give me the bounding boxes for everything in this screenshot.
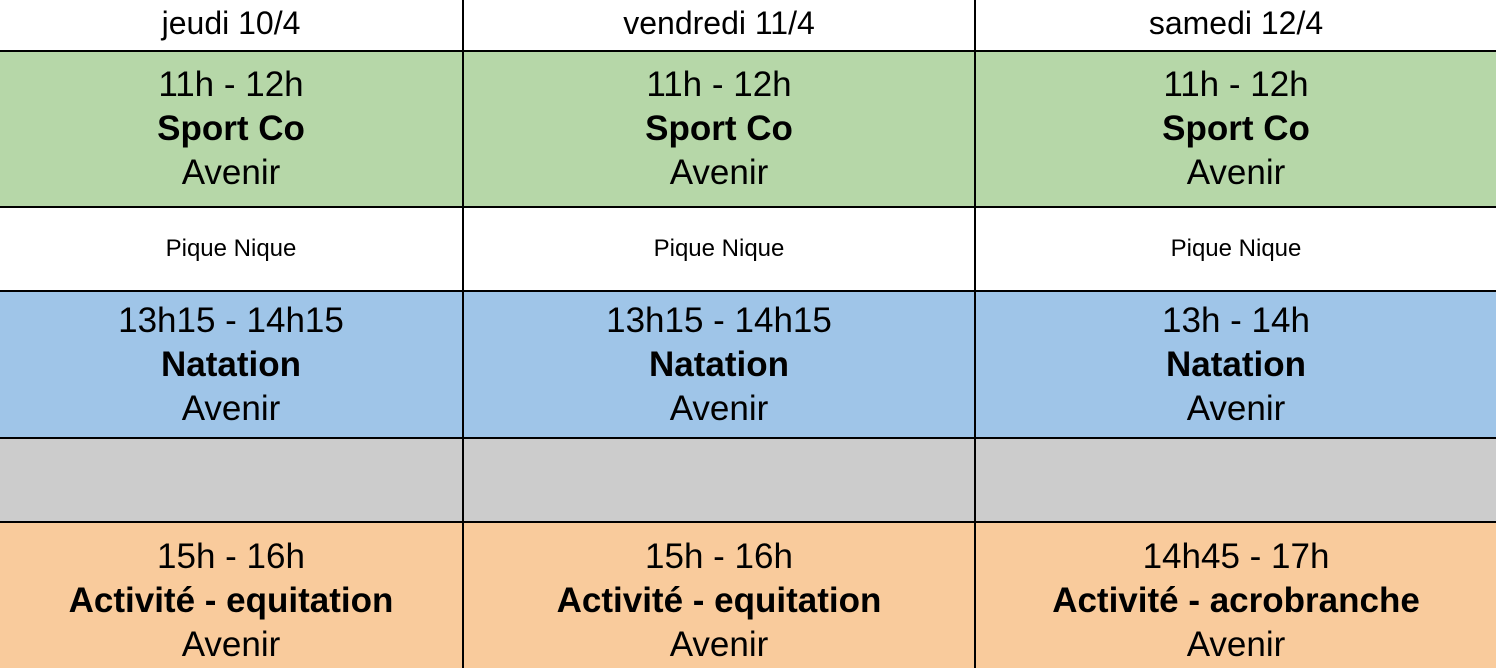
slot-place: Avenir [669,153,769,192]
header-row [0,0,1496,52]
slot-activity: Activité - equitation [556,581,882,620]
slot-time: 14h45 - 17h [1142,537,1330,576]
lunch-text: Pique Nique [165,235,297,262]
swim-row [0,292,1496,439]
slot-time: 11h - 12h [646,65,792,104]
empty-cell[interactable] [0,439,464,523]
slot-time: 13h15 - 14h15 [118,300,344,340]
afternoon-row [0,523,1496,668]
slot-activity: Natation [161,344,301,384]
slot-time: 11h - 12h [1163,65,1309,104]
empty-cell[interactable] [464,439,976,523]
slot-activity: Natation [649,344,789,384]
slot-place: Avenir [1186,153,1286,192]
day-header-cell[interactable] [976,0,1496,52]
slot-time: 11h - 12h [158,65,304,104]
day-header-text: jeudi 10/4 [161,5,301,41]
day-header-text: vendredi 11/4 [623,5,815,41]
slot-activity: Activité - acrobranche [1052,581,1420,620]
lunch-text: Pique Nique [653,235,785,262]
slot-place: Avenir [1186,388,1286,428]
slot-activity: Natation [1166,344,1306,384]
slot-place: Avenir [669,625,769,664]
slot-place: Avenir [181,153,281,192]
slot-place: Avenir [1186,625,1286,664]
empty-cell[interactable] [976,439,1496,523]
afternoon-cell[interactable] [464,523,976,668]
day-header-cell[interactable] [464,0,976,52]
slot-activity: Activité - equitation [68,581,394,620]
slot-place: Avenir [181,625,281,664]
lunch-row [0,208,1496,292]
swim-cell[interactable] [976,292,1496,439]
slot-time: 13h - 14h [1162,300,1310,340]
lunch-cell[interactable] [0,208,464,292]
slot-activity: Sport Co [157,109,305,148]
lunch-text: Pique Nique [1170,235,1302,262]
slot-time: 13h15 - 14h15 [606,300,832,340]
swim-cell[interactable] [464,292,976,439]
slot-activity: Sport Co [645,109,793,148]
morning-cell[interactable] [0,52,464,208]
lunch-cell[interactable] [976,208,1496,292]
day-header-text: samedi 12/4 [1148,5,1324,41]
slot-time: 15h - 16h [157,537,305,576]
slot-activity: Sport Co [1162,109,1310,148]
morning-row [0,52,1496,208]
afternoon-cell[interactable] [0,523,464,668]
day-header-cell[interactable] [0,0,464,52]
morning-cell[interactable] [976,52,1496,208]
empty-row [0,439,1496,523]
swim-cell[interactable] [0,292,464,439]
lunch-cell[interactable] [464,208,976,292]
slot-place: Avenir [669,388,769,428]
morning-cell[interactable] [464,52,976,208]
slot-time: 15h - 16h [645,537,793,576]
afternoon-cell[interactable] [976,523,1496,668]
slot-place: Avenir [181,388,281,428]
